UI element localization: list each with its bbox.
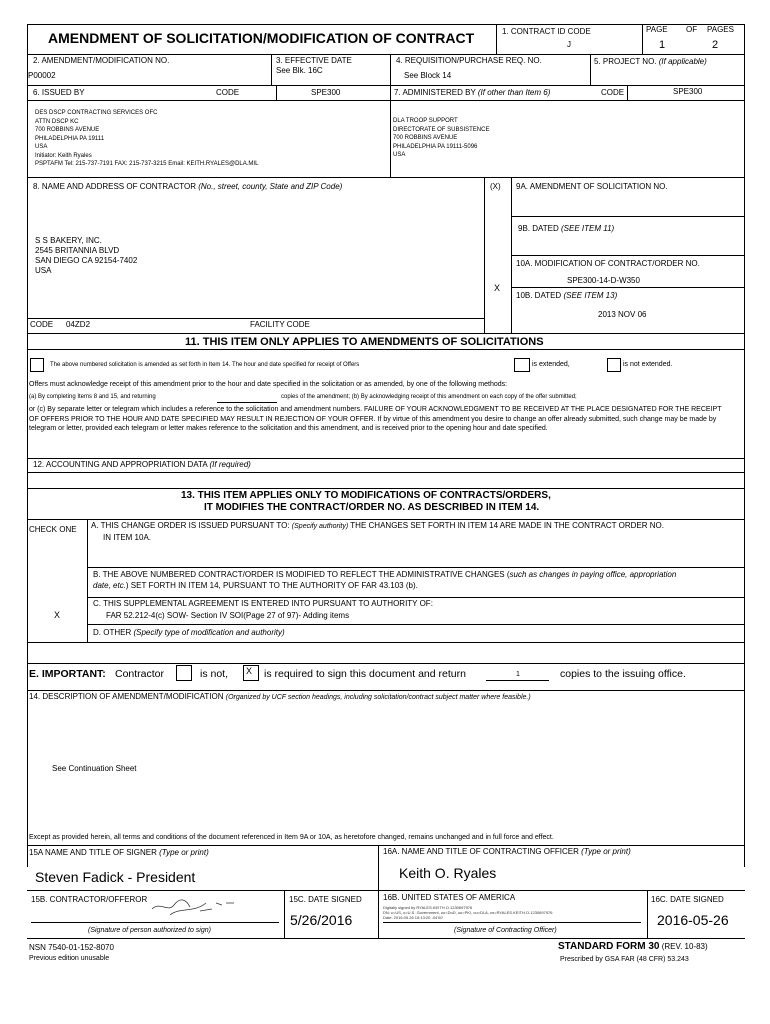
signer-name: Steven Fadick - President — [35, 869, 196, 885]
description-body: See Continuation Sheet — [52, 764, 137, 773]
terms-footer: Except as provided herein, all terms and conditions of the document referenced in Item 9A or 10A, as heretofore changed, remains unchanged and in full force and effect. — [29, 834, 554, 841]
contractor-code-value: 04ZD2 — [66, 320, 91, 329]
administered-code-value: SPE300 — [673, 87, 703, 96]
option-c-mark: X — [54, 610, 61, 620]
previous-edition-label: Previous edition unusable — [29, 955, 110, 962]
section-11-line-3a: (a) By completing Items 8 and 15, and returning — [29, 394, 156, 400]
effective-date-label: 3. EFFECTIVE DATE — [276, 56, 352, 65]
is-not-checkbox[interactable] — [176, 665, 192, 681]
officer-signature-note: (Signature of Contracting Officer) — [454, 927, 557, 934]
dated-10b-label: 10B. DATED (SEE ITEM 13) — [516, 291, 618, 300]
effective-date-value: See Blk. 16C — [276, 66, 323, 75]
date-16c-value: 2016-05-26 — [657, 912, 729, 928]
copies-count-line — [486, 680, 549, 681]
administered-address: DLA TROOP SUPPORT DIRECTORATE OF SUBSISTENCE 700 ROBBINS AVENUE PHILADELPHIA PA 19111-5096 USA — [393, 118, 490, 158]
contractor-code-label: CODE — [30, 320, 54, 329]
total-pages: 2 — [712, 39, 719, 51]
contractor-signature-note: (Signature of person authorized to sign) — [88, 927, 211, 934]
contract-id-code-value: J — [567, 40, 571, 49]
amendment-no-value: P00002 — [28, 71, 56, 80]
option-a-line-1: A. THIS CHANGE ORDER IS ISSUED PURSUANT TO: (Specify authority) THE CHANGES SET FORTH IN ITEM 14 ARE MADE IN THE CONTRACT ORDER NO. — [91, 521, 664, 530]
date-15c-label: 15C. DATE SIGNED — [289, 895, 362, 904]
page-number: 1 — [659, 39, 666, 51]
section-13-title-1: 13. THIS ITEM APPLIES ONLY TO MODIFICATIONS OF CONTRACTS/ORDERS, — [181, 490, 551, 501]
copies-blank[interactable] — [217, 402, 277, 403]
united-states-label: 16B. UNITED STATES OF AMERICA — [383, 893, 516, 902]
requisition-label: 4. REQUISITION/PURCHASE REQ. NO. — [396, 56, 542, 65]
section-11-paragraph: or (c) By separate letter or telegram which includes a reference to the solicitation and amendment numbers. FAILURE OF YOUR ACKNOWLEDGMENT TO BE RECEIVED AT THE PLACE DESIGNATED FOR THE RECEIPT OF OFFERS PRIOR TO THE HOUR AND DATE SPECIFIED MAY RESULT IN REJECTION OF YOUR OFFER. If by virtue of this amendment you desire to change an offer already submitted, such change may be made by telegram or letter, provided each telegram or letter makes reference to the solicitation and this amendment, and is received prior to the opening hour and date specified. — [29, 406, 722, 432]
is-not-label: is not, — [200, 668, 229, 680]
description-label: 14. DESCRIPTION OF AMENDMENT/MODIFICATION (Organized by UCF section headings, including solicitation/contract subject matter where feasible.) — [29, 692, 531, 701]
signer-label: 15A NAME AND TITLE OF SIGNER (Type or print) — [29, 848, 209, 857]
contractor-address: S S BAKERY, INC. 2545 BRITANNIA BLVD SAN DIEGO CA 92154-7402 USA — [35, 236, 138, 275]
contractor-signature-line — [31, 922, 279, 923]
requisition-value: See Block 14 — [404, 71, 452, 80]
project-no-label: 5. PROJECT NO. (If applicable) — [594, 57, 707, 66]
amendment-no-label: 2. AMENDMENT/MODIFICATION NO. — [33, 56, 170, 65]
issued-code-label: CODE — [216, 88, 240, 97]
is-extended-checkbox[interactable] — [514, 358, 530, 372]
officer-label: 16A. NAME AND TITLE OF CONTRACTING OFFICER (Type or print) — [383, 847, 631, 856]
section-11-line-1: The above numbered solicitation is amended as set forth in Item 14. The hour and date specified for receipt of Offers — [50, 362, 360, 368]
standard-form-label: STANDARD FORM 30 (REV. 10-83) — [558, 941, 708, 952]
option-a-line-2: IN ITEM 10A. — [103, 533, 152, 542]
important-contractor: Contractor — [115, 668, 165, 680]
contractor-label: 8. NAME AND ADDRESS OF CONTRACTOR (No., street, county, State and ZIP Code) — [33, 182, 343, 191]
contractor-offeror-label: 15B. CONTRACTOR/OFFEROR — [31, 895, 148, 904]
section-11-line-2: Offers must acknowledge receipt of this amendment prior to the hour and date specified in the solicitation or as amended, by one of the following methods: — [29, 381, 508, 388]
x-column-label: (X) — [490, 182, 501, 191]
nsn-label: NSN 7540-01-152-8070 — [29, 943, 114, 952]
option-c-line-2: FAR 52.212-4(c) SOW- Section IV SOI(Page 27 of 97)- Adding items — [106, 611, 350, 620]
officer-name: Keith O. Ryales — [399, 865, 497, 881]
solicitation-amended-checkbox[interactable] — [30, 358, 44, 372]
issued-by-label: 6. ISSUED BY — [33, 88, 85, 97]
important-label: E. IMPORTANT: — [29, 668, 106, 680]
prescribed-label: Prescribed by GSA FAR (48 CFR) 53.243 — [560, 956, 689, 963]
dated-9b-label: 9B. DATED (SEE ITEM 11) — [518, 224, 615, 233]
facility-code-label: FACILITY CODE — [250, 320, 310, 329]
is-required-mark: X — [246, 666, 253, 676]
mod-contract-label: 10A. MODIFICATION OF CONTRACT/ORDER NO. — [516, 259, 700, 268]
option-d-line: D. OTHER (Specify type of modification and authority) — [93, 628, 285, 637]
is-not-extended-label: is not extended. — [623, 361, 673, 368]
section-13-title-2: IT MODIFIES THE CONTRACT/ORDER NO. AS DESCRIBED IN ITEM 14. — [204, 502, 540, 513]
option-b-line-1: B. THE ABOVE NUMBERED CONTRACT/ORDER IS MODIFIED TO REFLECT THE ADMINISTRATIVE CHANGES (such as changes in paying office, appropriation — [93, 570, 677, 579]
administered-by-label: 7. ADMINISTERED BY (If other than Item 6) — [394, 88, 551, 97]
is-extended-label: is extended, — [532, 361, 570, 368]
mod-contract-number: SPE300-14-D-W350 — [567, 276, 640, 285]
issued-by-address: DES DSCP CONTRACTING SERVICES OFC ATTN DSCP KC 700 ROBBINS AVENUE PHILADELPHIA PA 19111 USA Initiator: Keith Ryales PSPTAFM Tel: 215-737-7191 FAX: 215-737-3215 Email: KEITH.RYALES@DLA.MIL — [35, 110, 259, 167]
is-required-label: is required to sign this document and return — [264, 668, 466, 680]
section-11-line-3b: copies of the amendment; (b) By acknowledging receipt of this amendment on each copy of the offer submitted; — [281, 394, 577, 400]
option-b-line-2: date, etc.) SET FORTH IN ITEM 14, PURSUANT TO THE AUTHORITY OF FAR 43.103 (b). — [93, 581, 418, 590]
amend-solicitation-label: 9A. AMENDMENT OF SOLICITATION NO. — [516, 182, 668, 191]
of-label: OF — [686, 25, 698, 34]
digital-signature-stamp: Digitally signed by RYALES.KEITH.O.1230697976 DN: c=US, o=U.S. Government, ou=DoD, ou=PKI, ou=DLA, cn=RYALES.KEITH.O.1230697976 Date: 2016.05.26 15:13:20 -04'00' — [383, 905, 553, 920]
administered-code-label: CODE — [601, 88, 625, 97]
option-c-line-1: C. THIS SUPPLEMENTAL AGREEMENT IS ENTERED INTO PURSUANT TO AUTHORITY OF: — [93, 599, 433, 608]
pages-label: PAGES — [707, 25, 734, 34]
section-11-title: 11. THIS ITEM ONLY APPLIES TO AMENDMENTS OF SOLICITATIONS — [185, 336, 544, 348]
is-not-extended-checkbox[interactable] — [607, 358, 621, 372]
date-15c-value: 5/26/2016 — [290, 912, 353, 928]
copies-count: 1 — [516, 671, 520, 678]
contractor-signature — [150, 893, 245, 923]
contract-id-code-label: 1. CONTRACT ID CODE — [502, 27, 591, 36]
check-one-label: CHECK ONE — [29, 525, 77, 534]
officer-signature-line — [383, 922, 641, 923]
mod-contract-mark: X — [494, 283, 501, 293]
copies-to-label: copies to the issuing office. — [560, 668, 686, 680]
dated-10b-value: 2013 NOV 06 — [598, 310, 647, 319]
page-label: PAGE — [646, 25, 668, 34]
accounting-label: 12. ACCOUNTING AND APPROPRIATION DATA (If required) — [33, 460, 251, 469]
issued-code-value: SPE300 — [311, 88, 341, 97]
form-title: AMENDMENT OF SOLICITATION/MODIFICATION OF CONTRACT — [48, 30, 475, 46]
date-16c-label: 16C. DATE SIGNED — [651, 895, 724, 904]
